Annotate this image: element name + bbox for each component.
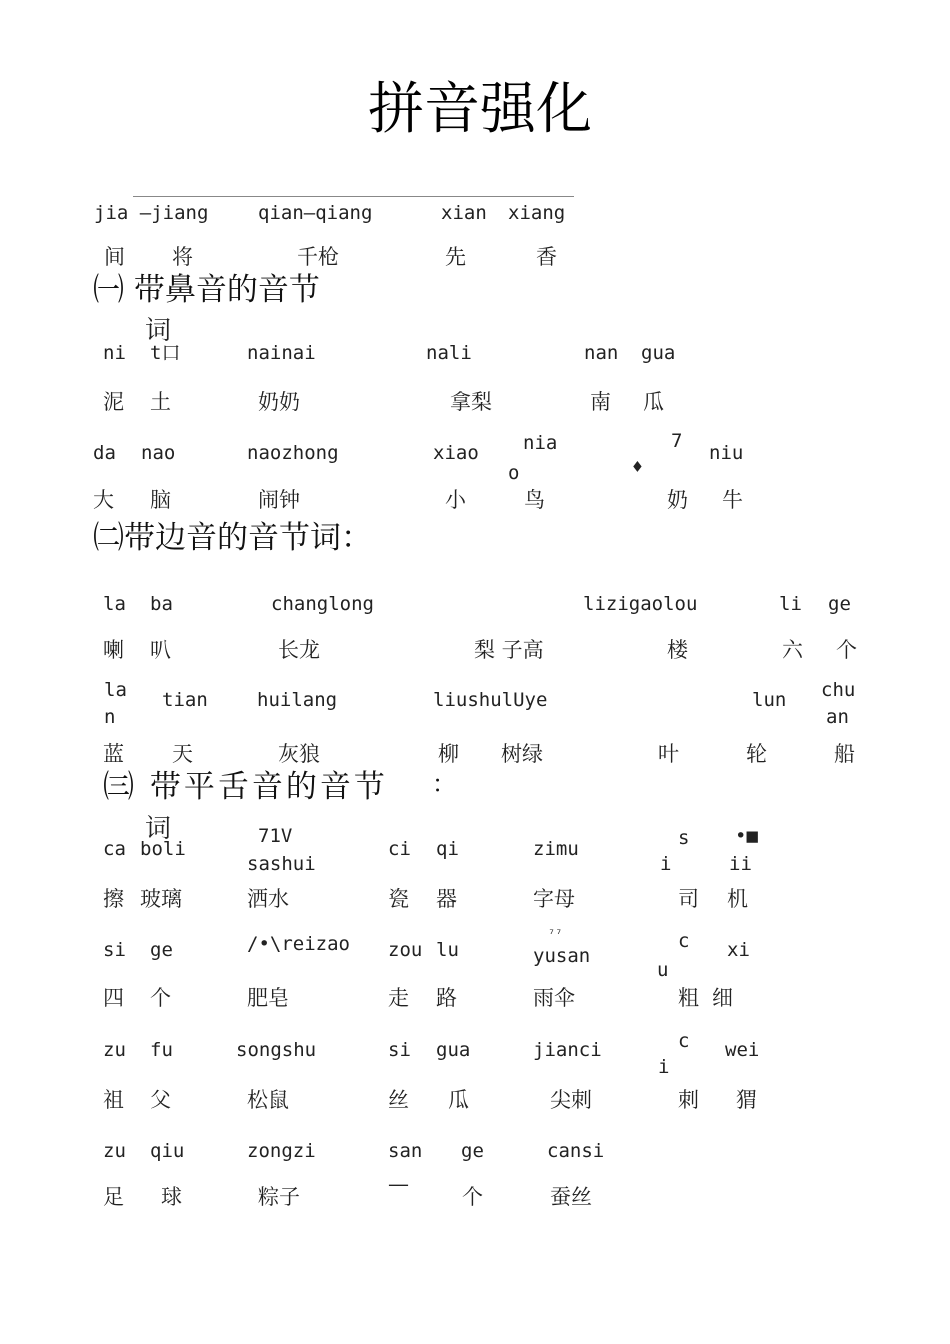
pinyin-text: xiao	[433, 442, 479, 464]
dash-mark: —	[388, 1172, 409, 1196]
hanzi-text: 长龙	[278, 638, 320, 662]
hanzi-text: 肥皂	[247, 986, 289, 1010]
hanzi-text: 鸟	[524, 488, 545, 512]
pinyin-text: nan	[584, 342, 619, 364]
hanzi-text: 奶	[667, 488, 688, 512]
pinyin-text: lu	[436, 939, 459, 961]
pinyin-text: ge	[150, 939, 173, 961]
pinyin-text: i	[658, 1056, 670, 1078]
hanzi-text: 丝	[388, 1088, 409, 1112]
pinyin-text: boli	[140, 838, 186, 860]
pinyin-text: chu	[821, 679, 856, 701]
pinyin-text: gua	[641, 342, 676, 364]
hanzi-text: 瓷	[388, 887, 409, 911]
pinyin-text: nao	[141, 442, 176, 464]
hanzi-text: 先	[445, 245, 466, 269]
pinyin-text: tian	[162, 689, 208, 711]
hanzi-text: 梨 子高	[474, 638, 544, 662]
hanzi-text: 父	[150, 1088, 171, 1112]
hanzi-text: 洒水	[247, 887, 289, 911]
pinyin-text: nainai	[247, 342, 316, 364]
divider	[133, 196, 574, 197]
pinyin-text: ii	[729, 853, 752, 875]
pinyin-text: u	[657, 959, 669, 981]
hanzi-text: 松鼠	[247, 1088, 289, 1112]
hanzi-text: 楼	[667, 638, 688, 662]
pinyin-text: c	[678, 930, 690, 952]
pinyin-text: ⁷⁷	[548, 927, 563, 941]
pinyin-text: ge	[461, 1140, 484, 1162]
hanzi-text: 四	[103, 986, 124, 1010]
hanzi-text: 船	[834, 742, 855, 766]
hanzi-text: 轮	[746, 742, 767, 766]
section-heading: ㈠ 带鼻音的音节	[93, 272, 320, 308]
hanzi-text: 机	[727, 887, 748, 911]
pinyin-text: zongzi	[247, 1140, 316, 1162]
pinyin-text: la	[103, 593, 126, 615]
hanzi-text: 猬	[736, 1088, 757, 1112]
hanzi-text: 雨伞	[533, 986, 575, 1010]
hanzi-text: 土	[150, 390, 171, 414]
hanzi-text: 天	[172, 742, 193, 766]
pinyin-text: huilang	[257, 689, 338, 711]
hanzi-text: 灰狼	[278, 742, 320, 766]
pinyin-text: xiang	[508, 202, 566, 224]
hanzi-text: 器	[436, 887, 457, 911]
pinyin-text: an	[826, 706, 849, 728]
hanzi-text: 细	[712, 986, 733, 1010]
hanzi-text: 粗	[678, 986, 699, 1010]
hanzi-text: 大	[93, 488, 114, 512]
dot-square-icon: •■	[735, 825, 758, 847]
pinyin-text: ba	[150, 593, 173, 615]
hanzi-text: 间	[104, 245, 125, 269]
hanzi-text: 牛	[722, 488, 743, 512]
pinyin-text: s	[678, 827, 690, 849]
hanzi-text: 足	[103, 1185, 124, 1209]
hanzi-text: 祖	[103, 1088, 124, 1112]
hanzi-text: 个	[836, 638, 857, 662]
hanzi-text: 粽子	[258, 1185, 300, 1209]
heading-overflow-char: 词	[145, 316, 172, 346]
pinyin-text: li	[779, 593, 802, 615]
pinyin-text: nali	[426, 342, 472, 364]
hanzi-text: 蓝	[103, 742, 124, 766]
hanzi-text: 蚕丝	[550, 1185, 592, 1209]
hanzi-text: 柳	[438, 742, 459, 766]
hanzi-text: 刺	[678, 1088, 699, 1112]
hanzi-text: 将	[172, 245, 193, 269]
pinyin-text: san	[388, 1140, 423, 1162]
hanzi-text: 六	[782, 638, 803, 662]
pinyin-text: t口	[150, 342, 181, 364]
hanzi-text: 瓜	[448, 1088, 469, 1112]
section-heading-colon: ：	[432, 770, 456, 798]
pinyin-text: wei	[725, 1039, 760, 1061]
hanzi-text: 司	[678, 887, 699, 911]
pinyin-text: xi	[727, 939, 750, 961]
hanzi-text: 喇	[103, 638, 124, 662]
hanzi-text: 南	[590, 390, 611, 414]
hanzi-text: 小	[445, 488, 466, 512]
pinyin-text: qi	[436, 838, 459, 860]
hanzi-text: 叶	[658, 742, 679, 766]
pinyin-text: zu	[103, 1140, 126, 1162]
section-heading: ㈢ 带平舌音的音节	[103, 769, 388, 805]
pinyin-text: i	[660, 853, 672, 875]
pinyin-text: fu	[150, 1039, 173, 1061]
page-title: 拼音强化	[368, 77, 592, 142]
hanzi-text: 球	[161, 1185, 182, 1209]
hanzi-text: 擦	[103, 887, 124, 911]
hanzi-text: 玻璃	[140, 887, 182, 911]
pinyin-text: n	[104, 706, 116, 728]
pinyin-text: da	[93, 442, 116, 464]
pinyin-text: /•\reizao	[247, 933, 350, 955]
pinyin-text: liushulUye	[433, 689, 548, 711]
pinyin-text: zimu	[533, 838, 579, 860]
hanzi-text: 泥	[103, 390, 124, 414]
pinyin-text: ge	[828, 593, 851, 615]
pinyin-text: lizigaolou	[583, 593, 698, 615]
pinyin-text: qian—qiang	[258, 202, 373, 224]
pinyin-text: jia —jiang	[94, 202, 209, 224]
hanzi-text: 路	[436, 986, 457, 1010]
pinyin-text: nia	[523, 432, 558, 454]
pinyin-text: gua	[436, 1039, 471, 1061]
pinyin-text: o	[508, 462, 520, 484]
hanzi-text: 脑	[150, 488, 171, 512]
pinyin-text: si	[388, 1039, 411, 1061]
heading-overflow-char: 词	[145, 814, 172, 844]
pinyin-text: c	[678, 1030, 690, 1052]
hanzi-text: 香	[536, 245, 557, 269]
hanzi-text: 树绿	[501, 742, 543, 766]
pinyin-text: zu	[103, 1039, 126, 1061]
hanzi-text: 个	[150, 986, 171, 1010]
pinyin-text: ni	[103, 342, 126, 364]
hanzi-text: 叭	[150, 638, 171, 662]
pinyin-text: cansi	[547, 1140, 605, 1162]
hanzi-text: 尖刺	[550, 1088, 592, 1112]
hanzi-text: 瓜	[643, 390, 664, 414]
diamond-icon: ♦	[632, 457, 643, 478]
pinyin-text: yusan	[533, 945, 591, 967]
hanzi-text: 奶奶	[258, 390, 300, 414]
pinyin-text: naozhong	[247, 442, 339, 464]
pinyin-text: qiu	[150, 1140, 185, 1162]
hanzi-text: 走	[388, 986, 409, 1010]
hanzi-text: 闹钟	[258, 488, 300, 512]
pinyin-text: ci	[388, 838, 411, 860]
pinyin-text: sashui	[247, 853, 316, 875]
pinyin-text: jianci	[533, 1039, 602, 1061]
pinyin-text: ca	[103, 838, 126, 860]
hanzi-text: 个	[462, 1185, 483, 1209]
pinyin-text: niu	[709, 442, 744, 464]
pinyin-text: zou	[388, 939, 423, 961]
pinyin-text: changlong	[271, 593, 374, 615]
hanzi-text: 字母	[533, 887, 575, 911]
pinyin-text: 7	[671, 430, 683, 452]
pinyin-text: lun	[752, 689, 787, 711]
pinyin-text: songshu	[236, 1039, 317, 1061]
section-heading: ㈡带边音的音节词：	[93, 520, 372, 556]
pinyin-text: xian	[441, 202, 487, 224]
pinyin-text: la	[104, 679, 127, 701]
pinyin-text: si	[103, 939, 126, 961]
hanzi-text: 千枪	[297, 245, 339, 269]
pinyin-text: 71V	[258, 825, 293, 847]
hanzi-text: 拿梨	[450, 390, 492, 414]
